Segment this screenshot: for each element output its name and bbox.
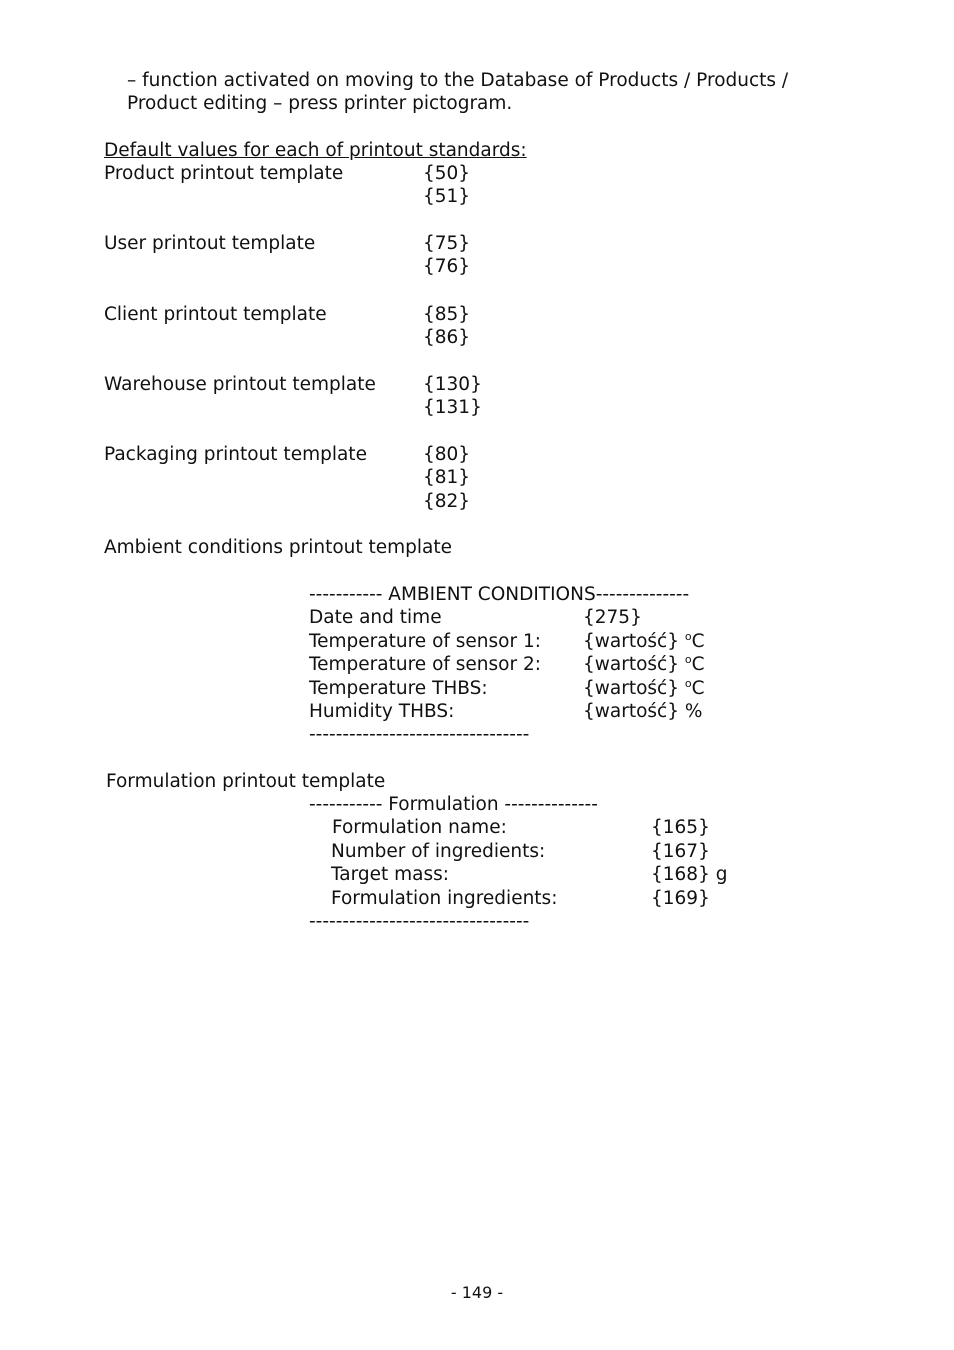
template-code: {50} [423,163,471,184]
template-codes [423,162,470,209]
intro-line-1: – function activated on moving to the Database of Products / Products / [127,70,789,91]
ambient-value-group [583,653,705,678]
ambient-header: ----------- AMBIENT CONDITIONS-------------- [309,584,690,605]
template-code: {131} [423,397,482,419]
ambient-row [309,700,829,723]
formulation-header: ----------- Formulation -------------- [309,794,598,815]
ambient-printout [309,583,829,747]
template-codes [423,232,470,279]
template-codes [423,373,482,420]
template-code: {82} [423,490,471,512]
formulation-row [309,816,829,839]
defaults-heading: Default values for each of printout standards: [104,140,527,161]
template-codes [423,443,470,513]
ambient-value-group [583,677,705,702]
ambient-key: Humidity THBS: [309,700,455,722]
ambient-key: Date and time [309,607,442,629]
template-code: {80} [423,444,471,465]
template-code: {130} [423,374,482,395]
template-label: Warehouse printout template [104,374,376,395]
intro-line-2: Product editing – press printer pictogram. [127,93,513,115]
ambient-key: Temperature of sensor 1: [309,630,541,652]
formulation-row [309,863,829,886]
ambient-title: Ambient conditions printout template [104,537,453,558]
ambient-value: {275} [583,607,642,629]
template-code: {75} [423,233,471,254]
degree-sign: o [684,676,692,690]
formulation-footer: --------------------------------- [309,910,530,932]
ambient-row [309,606,829,629]
page-number: - 149 - [450,1283,504,1302]
template-code: {86} [423,327,471,349]
degree-sign: o [684,653,692,667]
template-code: {51} [423,186,471,208]
formulation-key: Target mass: [331,864,449,886]
ambient-footer: --------------------------------- [309,724,530,746]
formulation-value: {167} [651,840,710,862]
template-code: {81} [423,467,471,489]
ambient-row [309,653,829,676]
ambient-value: {wartość} [583,630,685,652]
ambient-value: {wartość} [583,654,685,676]
template-label: User printout template [104,233,316,254]
formulation-row [309,840,829,863]
ambient-row [309,630,829,653]
ambient-unit: C [691,630,705,652]
degree-sign: o [684,629,692,643]
template-label: Product printout template [104,163,344,184]
ambient-row [309,677,829,700]
template-codes [423,303,470,350]
formulation-title: Formulation printout template [106,771,386,792]
formulation-value: {168} g [651,864,728,886]
template-code: {76} [423,256,471,278]
ambient-value-group [583,630,705,655]
ambient-value: {wartość} % [583,700,703,722]
ambient-key: Temperature of sensor 2: [309,654,541,676]
template-code: {85} [423,304,471,325]
ambient-unit: C [691,654,705,676]
formulation-row [309,887,829,910]
ambient-key: Temperature THBS: [309,677,488,699]
intro-paragraph [127,69,788,116]
template-label: Client printout template [104,304,327,325]
formulation-key: Formulation name: [332,817,507,839]
formulation-value: {165} [651,817,710,839]
ambient-value: {wartość} [583,677,685,699]
template-label: Packaging printout template [104,444,367,465]
ambient-unit: C [691,677,705,699]
formulation-key: Formulation ingredients: [331,887,558,909]
formulation-printout [309,793,829,933]
formulation-value: {169} [651,887,710,909]
formulation-key: Number of ingredients: [331,840,546,862]
